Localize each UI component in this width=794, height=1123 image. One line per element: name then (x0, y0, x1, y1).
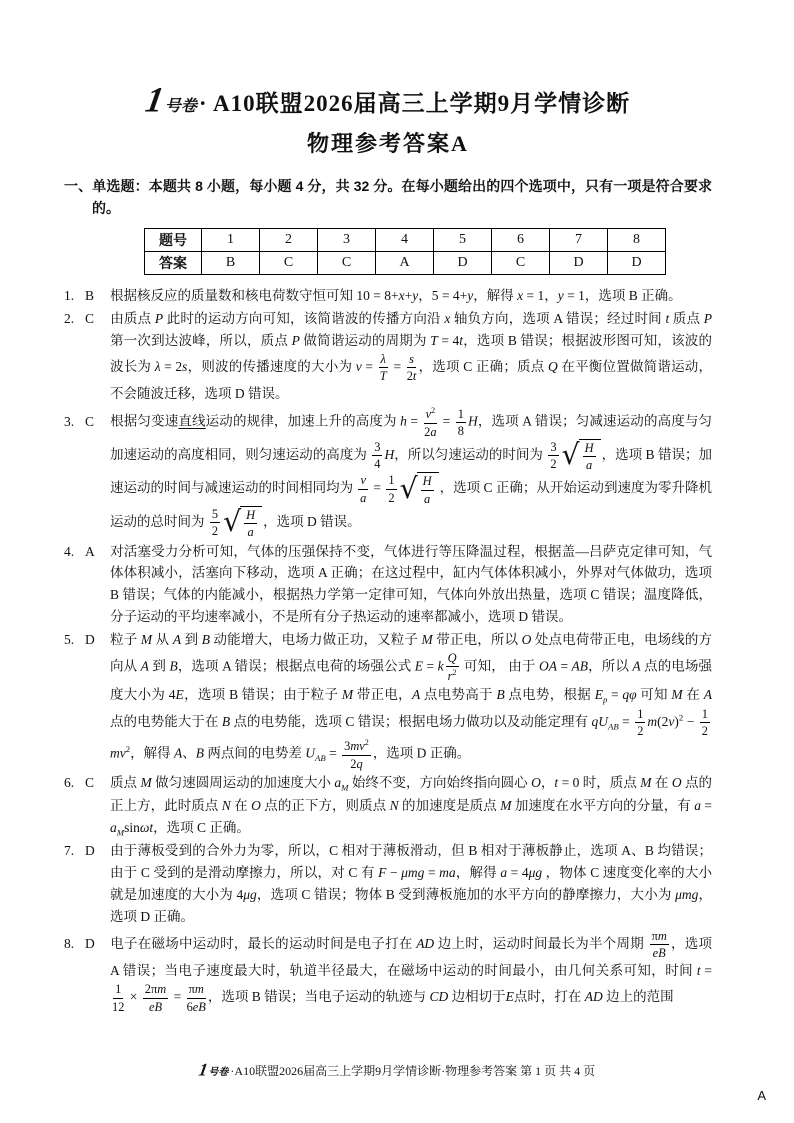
fraction (424, 406, 438, 439)
math-variable: O (521, 632, 532, 648)
fraction (456, 407, 466, 439)
question-number-row (145, 229, 666, 252)
fraction-denominator (448, 667, 457, 683)
math-variable: x (444, 311, 451, 327)
math-variable: O (251, 797, 261, 813)
math-variable: eB (148, 999, 163, 1014)
table-cell-qnum: 8 (608, 229, 666, 252)
fraction-numerator (244, 508, 257, 524)
math-variable: AB (571, 658, 589, 674)
math-variable: Q (447, 650, 457, 665)
math-variable: s (182, 358, 188, 374)
table-cell-qnum: 3 (318, 229, 376, 252)
math-variable: M (671, 686, 683, 702)
math-variable: x (398, 288, 405, 304)
fraction-numerator: 3 (548, 440, 558, 456)
item-explanation: 1. B 根据核反应的质量数和核电荷数守恒可知 10 = 8+x+y，5 = 4+y，解得 x = 1，y = 1，选项 B 正确。 (64, 285, 712, 307)
logo-script-text: 号卷 (208, 1067, 229, 1078)
math-variable: a (500, 865, 508, 881)
math-variable: ωt (139, 819, 154, 835)
math-variable: a (360, 490, 367, 505)
fraction (407, 352, 417, 384)
math-variable: v (360, 473, 366, 488)
math-variable: a (585, 458, 593, 473)
fraction-denominator (424, 491, 430, 506)
math-variable: H (384, 446, 395, 462)
answer-item (64, 285, 712, 307)
math-subscript: AB (315, 753, 326, 764)
table-cell-answer: C (318, 252, 376, 275)
fraction-numerator: 1 (386, 473, 396, 489)
fraction-denominator: 2 (637, 723, 644, 738)
answer-row (145, 252, 666, 275)
math-variable: A (632, 658, 641, 674)
math-variable: N (389, 797, 399, 813)
fraction-numerator: 2πm (143, 982, 168, 998)
fraction (421, 474, 434, 506)
radicand (240, 506, 262, 540)
answer-item (64, 308, 712, 405)
answer-item (64, 629, 712, 771)
fraction-denominator: 2 (550, 457, 557, 472)
math-variable: E (414, 658, 424, 674)
item-number: 5. (64, 632, 75, 648)
math-variable: y (412, 288, 419, 304)
math-subscript: M (116, 827, 125, 838)
math-variable: v (425, 407, 432, 422)
radicand (417, 472, 439, 506)
math-variable: r (447, 669, 453, 684)
item-explanation: 3. C 根据匀变速直线运动的规律，加速上升的高度为 h = $\frac{v^2}{2a}$ = $\frac{1}{8}$ H，选项 A 错误；匀减速运动的高度与匀加速运动的高度相同，则匀速运动的高度为 $\frac{3}{4}$ H，所以匀速运动的时间为 $\frac{3}{2}$ √ $\frac{H}{a}$ ，选项 B 错误；加速运动的时间与减速运动的时间相同均为 $\frac{v}{a}$ = $\frac{1}{2}$ √ $\frac{H}{a}$ ，选项 C 正确；从开始运动到速度为零升降机运动的总时间为 $\frac{5}{2}$ √ $\frac{H}{a}$ ，选项 D 错误。 (64, 406, 713, 540)
fraction (187, 982, 206, 1014)
math-variable: OA (538, 658, 557, 674)
fraction-denominator (360, 490, 366, 505)
fraction (112, 982, 124, 1014)
yihaojuan-logo-footer (199, 1061, 229, 1079)
fraction-denominator: 4 (374, 457, 381, 472)
item-answer: C (85, 413, 95, 429)
fraction-numerator (379, 352, 388, 368)
math-variable: t (696, 963, 701, 979)
item-explanation: 8. D 电子在磁场中运动时，最长的运动时间是电子打在 AD 边上时，运动时间最长为半个周期 $\frac{\pi m}{eB}$ ，选项 A 错误；当电子速度最大时，轨道半径最大，在磁场中运动的时间最小，由几何关系可知，时间 t = $\frac{1}{12}$ × $\frac{2\pi m}{eB}$ = $\frac{\pi m}{6eB}$ ，选项 B 错误；当电子运动的轨迹与 CD 边相切于E点时，打在 AD 边上的范围 (64, 928, 713, 1014)
math-variable: μmg (401, 865, 425, 881)
math-variable: B (221, 713, 231, 729)
math-variable: M (341, 686, 354, 702)
fraction (358, 473, 368, 505)
math-variable: μmg (675, 887, 699, 903)
math-variable: A (411, 686, 421, 702)
table-cell-qnum: 4 (376, 229, 434, 252)
item-number: 7. (64, 843, 75, 859)
item-number: 6. (64, 774, 75, 790)
fraction-numerator: 1 (700, 707, 710, 723)
math-variable: m (647, 713, 658, 729)
radical-sign-icon: √ (399, 471, 418, 505)
row-label-qnum: 题号 (145, 229, 202, 252)
math-variable: m (194, 982, 204, 997)
answer-item (64, 772, 712, 840)
math-variable: AD (416, 935, 435, 951)
item-number: 2. (64, 311, 75, 327)
logo-script-text: 号卷 (164, 98, 197, 115)
table-cell-answer: D (550, 252, 608, 275)
row-label-answer: 答案 (145, 252, 202, 275)
fraction-denominator: 2 (388, 490, 395, 505)
fraction (342, 738, 371, 771)
table-cell-answer: D (608, 252, 666, 275)
square-root (400, 472, 439, 506)
math-variable: O (671, 774, 682, 790)
math-variable: k (437, 658, 444, 674)
math-variable: qU (591, 713, 609, 729)
math-variable: Q (548, 358, 558, 374)
table-cell-answer: C (260, 252, 318, 275)
table-cell-answer: B (202, 252, 260, 275)
math-variable: B (169, 658, 178, 674)
math-variable: t (665, 311, 670, 327)
math-superscript: 2 (431, 406, 436, 416)
math-variable: P (154, 311, 164, 327)
fraction-numerator (358, 473, 368, 489)
math-superscript: 2 (678, 711, 684, 722)
fraction-denominator: 6eB (186, 999, 206, 1014)
math-variable: A (140, 658, 149, 674)
answer-item (64, 406, 712, 539)
square-root (562, 439, 601, 473)
math-variable: B (195, 745, 205, 761)
math-variable: mv (350, 739, 365, 754)
item-answer: C (85, 311, 95, 327)
answer-item (64, 541, 712, 628)
math-subscript: p (602, 694, 608, 705)
math-variable: eB (652, 946, 666, 961)
item-answer: D (85, 935, 95, 951)
answer-item (64, 840, 712, 927)
math-variable: s (409, 351, 414, 366)
fraction-denominator: 2 (211, 524, 219, 539)
item-explanation: 5. D 粒子 M 从 A 到 B 动能增大，电场力做正功，又粒子 M 带正电，所以 O 处点电荷带正电，电场线的方向从 A 到 B，选项 A 错误；根据点电荷的场强公式 E = k $\frac{Q}{r^2}$ 可知， 由于 OA = AB，所以 A 点的电场强度大小为 4E，选项 B 错误；由于粒子 M 带正电，A 点电势高于 B 点电势，根据 $E_p = q\varphi$ 可知 M 在 A 点的电势能大于在 B 点的电势能，选项 C 错误；根据电场力做功以及动能定理有 $qU_{AB}$ = $\frac{1}{2}$ $m(2v)^2$ − $\frac{1}{2}$ $mv^2$，解得 A、B 两点间的电势差 $U_{AB}$ = $\frac{3mv^2}{2q}$ ，选项 D 正确。 (64, 629, 712, 771)
math-variable: a (334, 774, 342, 790)
math-variable: h (400, 413, 407, 429)
math-variable: q (356, 756, 363, 771)
table-cell-answer: C (492, 252, 550, 275)
page-footer (0, 1061, 794, 1079)
math-variable: H (246, 508, 256, 523)
math-variable: CD (429, 989, 449, 1005)
item-answer: A (85, 543, 95, 559)
math-variable: a (110, 819, 117, 835)
fraction-numerator: 3 (372, 440, 382, 456)
math-variable: N (221, 797, 231, 813)
subject-title: 物理参考答案A (307, 131, 469, 156)
fraction (700, 707, 710, 739)
math-variable: E (505, 989, 514, 1005)
math-variable: x (517, 288, 524, 304)
math-variable: a (247, 525, 254, 540)
fraction-denominator: 2 (701, 723, 708, 738)
fraction-denominator (149, 999, 162, 1014)
fraction-denominator: 2a (424, 424, 437, 439)
math-variable: λ (154, 358, 161, 374)
fraction (583, 441, 596, 473)
table-cell-answer: D (434, 252, 492, 275)
item-number: 8. (64, 935, 75, 951)
fraction (446, 651, 459, 684)
math-variable: F (378, 865, 387, 881)
math-variable: P (291, 332, 300, 348)
item-number: 4. (64, 543, 75, 559)
logo-numeral: 1 (142, 81, 168, 120)
math-variable: y (467, 288, 474, 304)
fraction-denominator: 8 (457, 424, 464, 439)
page-title (64, 81, 712, 120)
math-variable: qφ (622, 686, 637, 702)
fraction-numerator (583, 441, 596, 457)
table-cell-qnum: 5 (434, 229, 492, 252)
table-cell-answer: A (376, 252, 434, 275)
fraction (372, 440, 382, 472)
fraction (650, 929, 669, 961)
table-cell-qnum: 1 (202, 229, 260, 252)
item-number: 3. (64, 413, 75, 429)
math-variable: v (668, 713, 675, 729)
math-superscript: 2 (364, 738, 369, 748)
math-variable: y (557, 288, 564, 304)
math-variable: B (201, 632, 210, 648)
math-variable: a (694, 797, 702, 813)
math-variable: v (355, 358, 362, 374)
item-answer: B (85, 288, 95, 304)
section-instructions: 一、单选题：本题共 8 小题，每小题 4 分，共 32 分。在每小题给出的四个选项中，只有一项是符合要求的。 (64, 178, 712, 217)
title-text: A10联盟2026届高三上学期9月学情诊断 (213, 91, 631, 116)
fraction-numerator (421, 474, 434, 490)
math-variable: E (175, 686, 184, 702)
math-variable: H (584, 440, 594, 455)
math-variable: m (657, 928, 667, 943)
fraction-numerator: πm (187, 982, 206, 998)
fraction-numerator (446, 651, 459, 667)
logo-numeral: 1 (197, 1059, 210, 1080)
math-variable: λ (380, 351, 386, 366)
footer-text: ·A10联盟2026届高三上学期9月学情诊断·物理参考答案 第 1 页 共 4 页 (230, 1064, 596, 1078)
fraction (379, 352, 388, 384)
item-explanation: 2. C 由质点 P 此时的运动方向可知，该简谐波的传播方向沿 x 轴负方向，选项 A 错误；经过时间 t 质点 P 第一次到达波峰，所以，质点 P 做简谐运动的周期为 T = 4t，选项 B 错误；根据波形图可知，该波的波长为 λ = 2s，则波的传播速度的大小为 v = $\frac{\lambda}{T}$ = $\frac{s}{2t}$ ，选项 C 正确；质点 Q 在平衡位置做简谐运动，不会随波迁移，选项 D 错误。 (64, 308, 712, 405)
table-cell-qnum: 7 (550, 229, 608, 252)
math-variable: a (424, 491, 431, 506)
item-answer: C (85, 774, 95, 790)
math-variable: M (421, 632, 433, 648)
math-variable: A (703, 686, 713, 702)
math-variable: A (172, 632, 182, 648)
fraction-denominator: 2q (350, 756, 363, 771)
item-number: 1. (64, 288, 75, 304)
math-variable: M (500, 797, 512, 813)
underlined-text: 直线 (178, 413, 206, 429)
math-variable: H (467, 413, 478, 429)
radicand (579, 439, 601, 473)
item-explanation: 7. D 由于薄板受到的合外力为零，所以，C 相对于薄板滑动，但 B 相对于薄板静止，选项 A、B 均错误；由于 C 受到的是滑动摩擦力，所以，对 C 有 F − μmg = ma，解得 a = 4μg ，物体 C 速度变化率的大小就是加速度的大小为 4μg，选项 C 错误；物体 B 受到薄板施加的水平方向的静摩擦力，大小为 μmg，选项 D 正确。 (64, 840, 712, 927)
math-variable: P (703, 311, 713, 327)
math-variable: μg (243, 887, 257, 903)
fraction-numerator (407, 352, 416, 368)
fraction-denominator (380, 368, 387, 383)
logo-separator-dot: · (198, 91, 208, 116)
math-variable: t (412, 369, 417, 384)
item-explanation: 4. A 对活塞受力分析可知，气体的压强保持不变，气体进行等压降温过程，根据盖—吕萨克定律可知，气体体积减小，活塞向下移动，选项 A 正确；在这过程中，缸内气体体积减小，外界对气体做功，选项 B 错误；气体的内能减小，根据热力学第一定律可知，气体向外放出热量，选项 C 错误；温度降低，分子运动的平均速率减小，不是所有分子热运动的速率都减小，选项 D 错误。 (64, 541, 712, 628)
math-variable: O (531, 774, 541, 790)
math-variable: m (157, 982, 167, 997)
fraction (548, 440, 558, 472)
answer-table (144, 228, 666, 275)
math-variable: M (140, 774, 152, 790)
item-answer: D (85, 632, 95, 648)
math-variable: H (422, 474, 432, 489)
paper-version-letter: A (757, 1088, 766, 1103)
fraction (244, 508, 257, 540)
math-subscript: AB (608, 721, 619, 732)
radical-sign-icon: √ (561, 438, 580, 472)
math-superscript: 2 (125, 744, 131, 755)
fraction-denominator: 2t (406, 369, 417, 384)
fraction-denominator (248, 524, 254, 539)
fraction (143, 982, 168, 1014)
fraction-numerator: $3mv^2$ (342, 738, 371, 755)
fraction-numerator (424, 406, 438, 423)
fraction-numerator: 1 (113, 982, 123, 998)
math-variable: ma (439, 865, 456, 881)
math-variable: T (379, 369, 387, 384)
math-variable: eB (192, 999, 206, 1014)
table-cell-qnum: 2 (260, 229, 318, 252)
fraction-numerator: 5 (210, 507, 220, 523)
math-variable: t (459, 332, 464, 348)
math-subscript: M (341, 782, 349, 793)
math-superscript: 2 (452, 668, 457, 678)
math-variable: A (174, 745, 183, 761)
math-variable: AD (584, 989, 603, 1005)
radical-sign-icon: √ (223, 505, 242, 539)
table-cell-qnum: 6 (492, 229, 550, 252)
answer-explanations (64, 285, 712, 1014)
math-variable: M (640, 774, 652, 790)
fraction-denominator: 12 (112, 999, 125, 1014)
fraction (210, 507, 220, 539)
math-variable: T (430, 332, 438, 348)
fraction (386, 473, 396, 505)
math-variable: U (305, 745, 316, 761)
fraction-denominator (653, 945, 666, 960)
fraction (635, 707, 645, 739)
math-variable: E (594, 686, 603, 702)
item-explanation: 6. C 质点 M 做匀速圆周运动的加速度大小 $a_M$ 始终不变，方向始终指向圆心 O，t = 0 时，质点 M 在 O 点的正上方，此时质点 N 在 O 点的正下方，则质点 N 的加速度是质点 M 加速度在水平方向的分量，有 $a = a_M\sin\omega t$，选项 C 正确。 (64, 772, 712, 840)
fraction-numerator: 1 (456, 407, 466, 423)
math-variable: B (496, 686, 505, 702)
math-variable: a (430, 424, 437, 439)
fraction-numerator: 1 (635, 707, 645, 723)
answer-item (64, 929, 712, 1014)
math-variable: mv (110, 745, 126, 761)
yihaojuan-logo (142, 81, 197, 120)
math-variable: t (554, 774, 559, 790)
math-variable: μg (528, 865, 543, 881)
square-root (223, 506, 262, 540)
item-answer: D (85, 843, 95, 859)
fraction-numerator: πm (650, 929, 669, 945)
fraction-denominator (586, 457, 592, 472)
math-variable: M (140, 632, 153, 648)
